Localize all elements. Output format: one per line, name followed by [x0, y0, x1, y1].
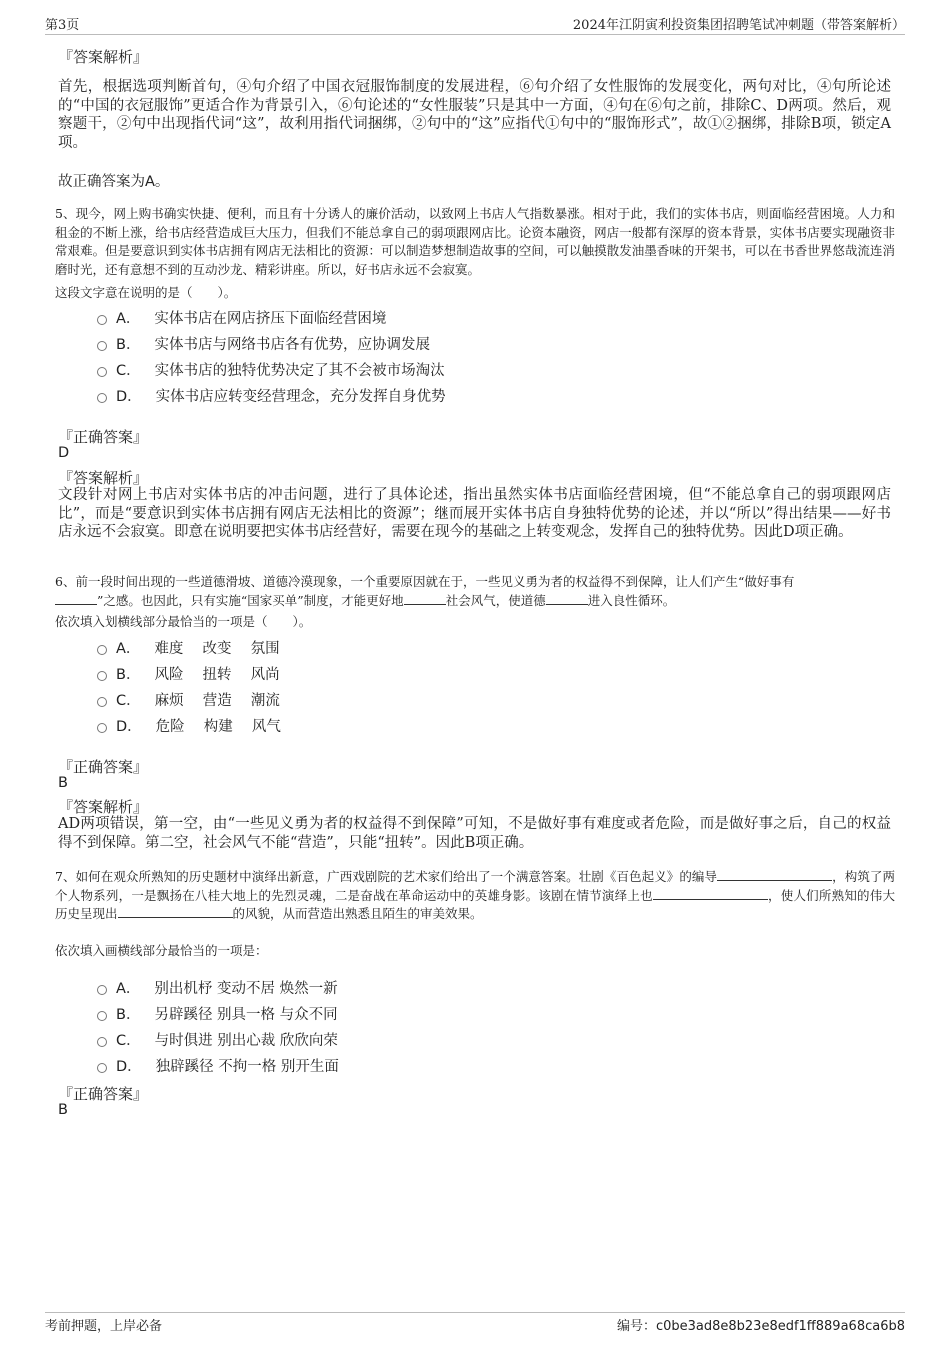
q5-option-a[interactable]: A． 实体书店在网店挤压下面临经营困境 [97, 307, 386, 328]
fill-blank [55, 592, 97, 605]
q5-analysis: 文段针对网上书店对实体书店的冲击问题，进行了具体论述，指出虽然实体书店面临经营困境，但“不能总拿自己的弱项跟网店比”，而是“要意识到实体书店拥有网店无法相比的资源”；继而展开实体书店自身独特优势的论述，并以“所以”得出结果——好书店永远不会寂寞。即意在说明要把实体书店经营好，需要在现今的基础之上转变观念，发挥自己的独特优势。因此D项正确。 [58, 487, 891, 540]
fill-blank [118, 905, 233, 918]
fill-blank [404, 592, 446, 605]
q7-answer-label: 『正确答案』 [58, 1085, 149, 1103]
fill-blank [653, 887, 768, 900]
q5-answer: D [58, 445, 70, 461]
radio-icon[interactable] [97, 315, 107, 325]
q6-option-c[interactable]: C． 麻烦 营造 潮流 [97, 689, 280, 710]
q4-conclusion: 故正确答案为A。 [58, 174, 170, 190]
radio-icon[interactable] [97, 671, 107, 681]
q7-option-d[interactable]: D． 独辟蹊径 不拘一格 别开生面 [97, 1055, 339, 1076]
radio-icon[interactable] [97, 1037, 107, 1047]
page-number: 第3页 [45, 18, 80, 33]
radio-icon[interactable] [97, 1063, 107, 1073]
q6-analysis: AD两项错误，第一空，由“一些见义勇为者的权益得不到保障”可知，不是做好事有难度或者危险，而是做好事之后，自己的权益得不到保障。第二空，社会风气不能“营造”，只能“扭转”。因此B项正确。 [58, 816, 891, 851]
page-footer [45, 1312, 905, 1334]
q5-option-d[interactable]: D． 实体书店应转变经营理念，充分发挥自身优势 [97, 385, 446, 406]
q7-option-b[interactable]: B． 另辟蹊径 别具一格 与众不同 [97, 1003, 338, 1024]
q5-question: 这段文字意在说明的是（ ）。 [55, 285, 237, 300]
radio-icon[interactable] [97, 645, 107, 655]
radio-icon[interactable] [97, 723, 107, 733]
radio-icon[interactable] [97, 697, 107, 707]
q4-analysis: 首先，根据选项判断首句，④句介绍了中国衣冠服饰制度的发展进程，⑥句介绍了女性服饰的发展变化，两句对比，④句所论述的“中国的衣冠服饰”更适合作为背景引入，⑥句论述的“女性服装”只是其中一方面，④句在⑥句之前，排除C、D两项。然后，观察题干，②句中出现指代词“这”，故利用指代词捆绑，②句中的“这”应指代①句中的“服饰形式”，故①②捆绑，排除B项，锁定A项。 [58, 79, 891, 151]
q7-question: 依次填入画横线部分最恰当的一项是： [55, 943, 268, 958]
fill-blank [717, 868, 832, 881]
q5-answer-label: 『正确答案』 [58, 428, 149, 446]
q6-question: 依次填入划横线部分最恰当的一项是（ ）。 [55, 614, 312, 629]
q6-option-a[interactable]: A． 难度 改变 氛围 [97, 637, 280, 658]
q6-answer: B [58, 775, 68, 791]
q7-answer: B [58, 1102, 68, 1118]
radio-icon[interactable] [97, 985, 107, 995]
radio-icon[interactable] [97, 341, 107, 351]
q5-stem: 5、现今，网上购书确实快捷、便利，而且有十分诱人的廉价活动，以致网上书店人气指数暴涨。相对于此，我们的实体书店，则面临经营困境。人力和租金的不断上涨，给书店经营造成巨大压力，但我们不能总拿自己的弱项跟网店比。论资本融资，网店一般都有深厚的资本背景，实体书店要实现融资非常艰难。但是要意识到实体书店拥有网店无法相比的资源：可以制造梦想制造故事的空间，可以触摸散发油墨香味的开架书，可以在书香世界悠哉流连消磨时光，还有意想不到的互动沙龙、精彩讲座。所以，好书店永远不会寂寞。 [55, 206, 895, 277]
q7-stem: 7、如何在观众所熟知的历史题材中演绎出新意，广西戏剧院的艺术家们给出了一个满意答案。壮剧《百色起义》的编导 ，构筑了两个人物系列，一是飘扬在八桂大地上的先烈灵魂，二是奋战在革命运动中的英雄身影。该剧在情节演绎上也 ，使人们所熟知的伟大历史呈现出 的风貌，从而营造出熟悉且陌生的审美效果。 [55, 869, 895, 921]
q6-option-b[interactable]: B． 风险 扭转 风尚 [97, 663, 280, 684]
radio-icon[interactable] [97, 367, 107, 377]
document-code: 编号：c0be3ad8e8b23e8edf1ff889a68ca6b8 [616, 1319, 905, 1334]
q6-analysis-label: 『答案解析』 [58, 798, 149, 816]
q6-answer-label: 『正确答案』 [58, 758, 149, 776]
q5-option-c[interactable]: C． 实体书店的独特优势决定了其不会被市场淘汰 [97, 359, 445, 380]
fill-blank [546, 592, 588, 605]
q7-option-c[interactable]: C． 与时俱进 别出心裁 欣欣向荣 [97, 1029, 338, 1050]
q4-analysis-label: 『答案解析』 [58, 48, 149, 66]
q5-option-b[interactable]: B． 实体书店与网络书店各有优势，应协调发展 [97, 333, 430, 354]
document-title: 2024年江阴寅利投资集团招聘笔试冲刺题（带答案解析） [572, 18, 905, 33]
radio-icon[interactable] [97, 393, 107, 403]
footer-slogan: 考前押题，上岸必备 [45, 1319, 163, 1334]
q6-stem: 6、前一段时间出现的一些道德滑坡、道德冷漠现象，一个重要原因就在于，一些见义勇为者的权益得不到保障，让人们产生“做好事有 ”之感。也因此，只有实施“国家买单”制度，才能更好地 社会风气，使道德 进入良性循环。 [55, 574, 795, 608]
q6-option-d[interactable]: D． 危险 构建 风气 [97, 715, 281, 736]
q5-analysis-label: 『答案解析』 [58, 469, 149, 487]
radio-icon[interactable] [97, 1011, 107, 1021]
page-header [45, 14, 905, 35]
q7-option-a[interactable]: A． 别出机杼 变动不居 焕然一新 [97, 977, 338, 998]
